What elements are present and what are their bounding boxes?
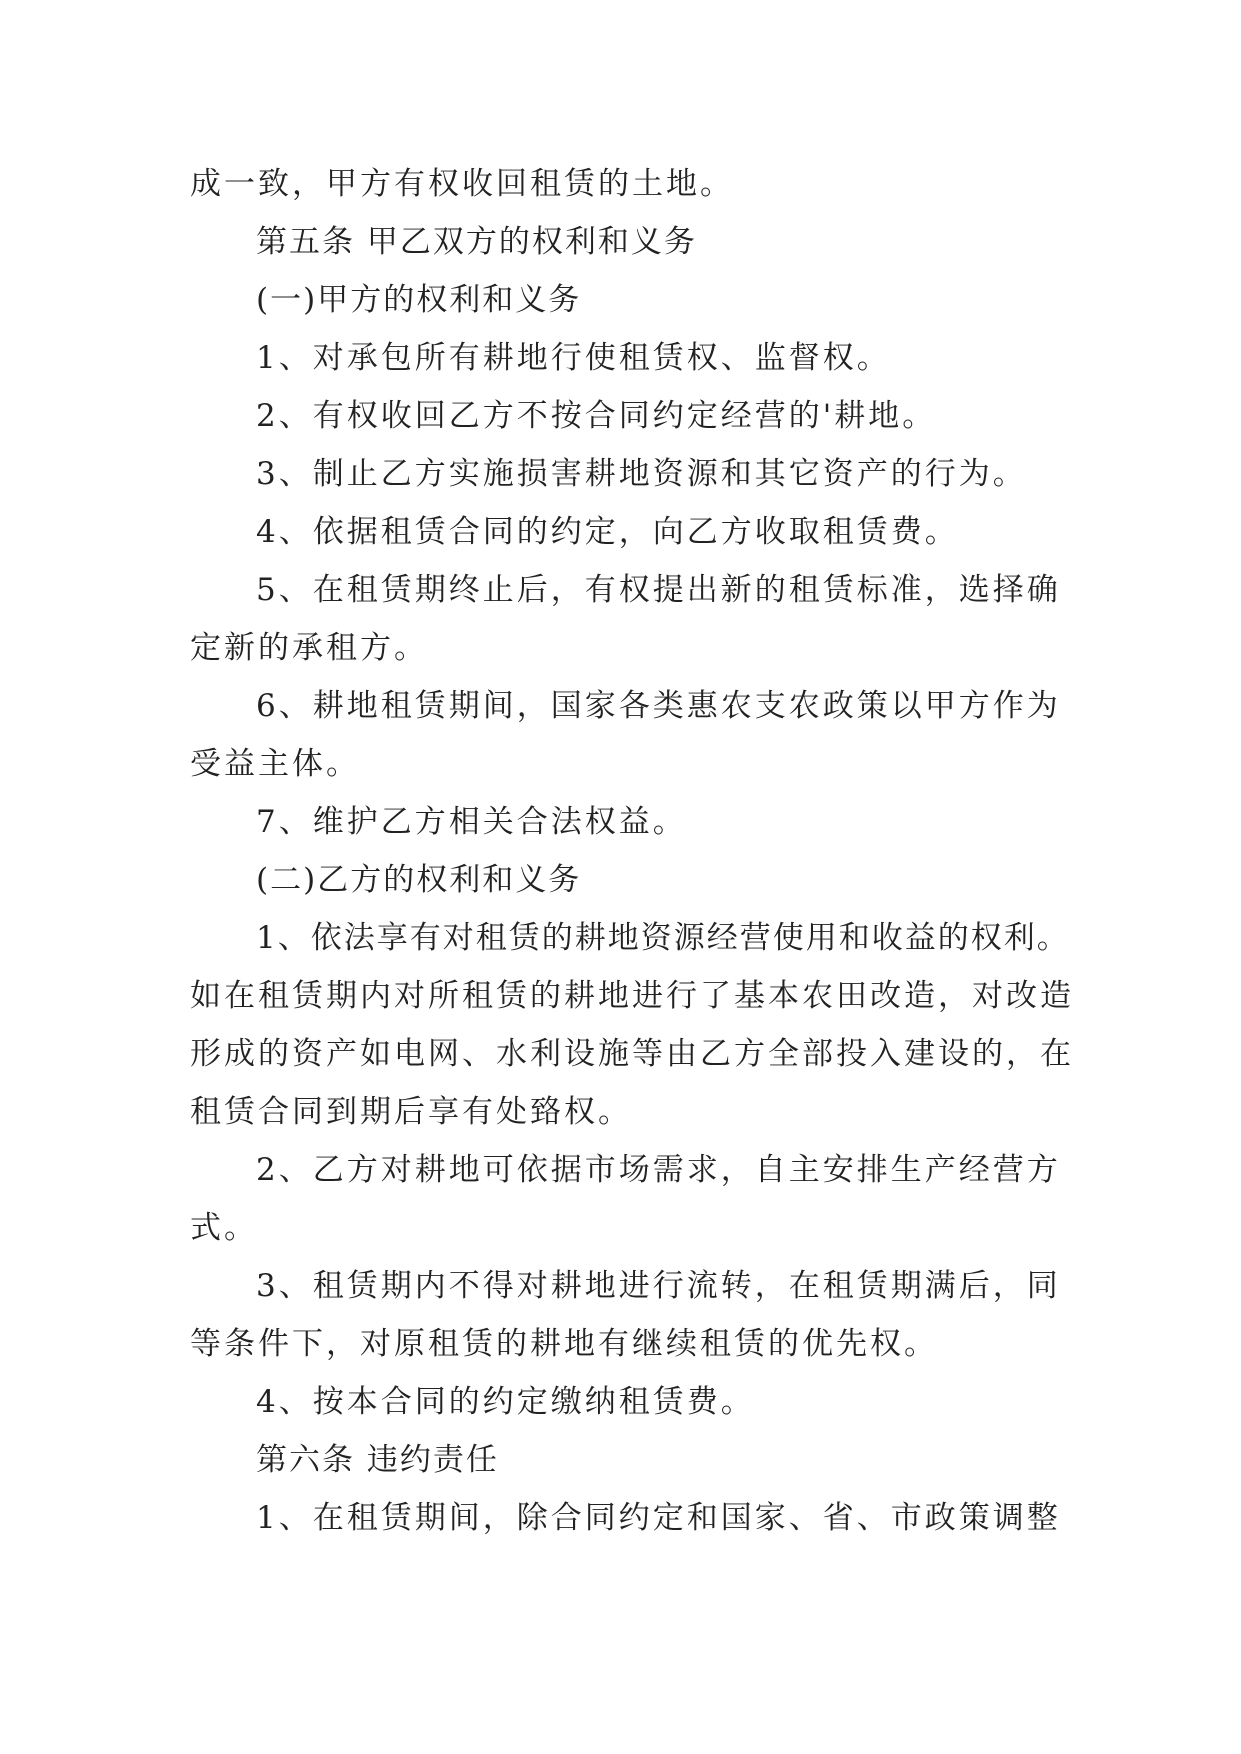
text-line: 定新的承租方。 [190,630,428,666]
document-body [190,155,1074,1547]
list-item: 1、对承包所有耕地行使租赁权、监督权。 [256,340,891,376]
list-item: 3、制止乙方实施损害耕地资源和其它资产的行为。 [256,456,1027,492]
article-heading: 第六条 违约责任 [256,1442,499,1478]
text-line: 如在租赁期内对所租赁的耕地进行了基本农田改造，对改造 [190,978,1074,1014]
list-item: 1、依法享有对租赁的耕地资源经营使用和收益的权利。 [256,920,1070,956]
list-item: 7、维护乙方相关合法权益。 [256,804,687,840]
list-item: 3、租赁期内不得对耕地进行流转，在租赁期满后，同 [256,1268,1061,1304]
article-heading: 第五条 甲乙双方的权利和义务 [256,224,697,260]
text-line: 成一致，甲方有权收回租赁的土地。 [190,166,734,202]
text-line: 等条件下，对原租赁的耕地有继续租赁的优先权。 [190,1326,938,1362]
list-item: 4、按本合同的约定缴纳租赁费。 [256,1384,755,1420]
list-item: 4、依据租赁合同的约定，向乙方收取租赁费。 [256,514,959,550]
text-line: 形成的资产如电网、水利设施等由乙方全部投入建设的，在 [190,1036,1074,1072]
list-item: 2、乙方对耕地可依据市场需求，自主安排生产经营方 [256,1152,1061,1188]
list-item: 1、在租赁期间，除合同约定和国家、省、市政策调整 [256,1500,1061,1536]
list-item: 6、耕地租赁期间，国家各类惠农支农政策以甲方作为 [256,688,1061,724]
list-item: 2、有权收回乙方不按合同约定经营的'耕地。 [256,398,937,434]
section-heading: (一)甲方的权利和义务 [256,282,582,318]
section-heading: (二)乙方的权利和义务 [256,862,582,898]
text-line: 式。 [190,1210,258,1246]
text-line: 受益主体。 [190,746,360,782]
text-line: 租赁合同到期后享有处臵权。 [190,1094,632,1130]
list-item: 5、在租赁期终止后，有权提出新的租赁标准，选择确 [256,572,1061,608]
